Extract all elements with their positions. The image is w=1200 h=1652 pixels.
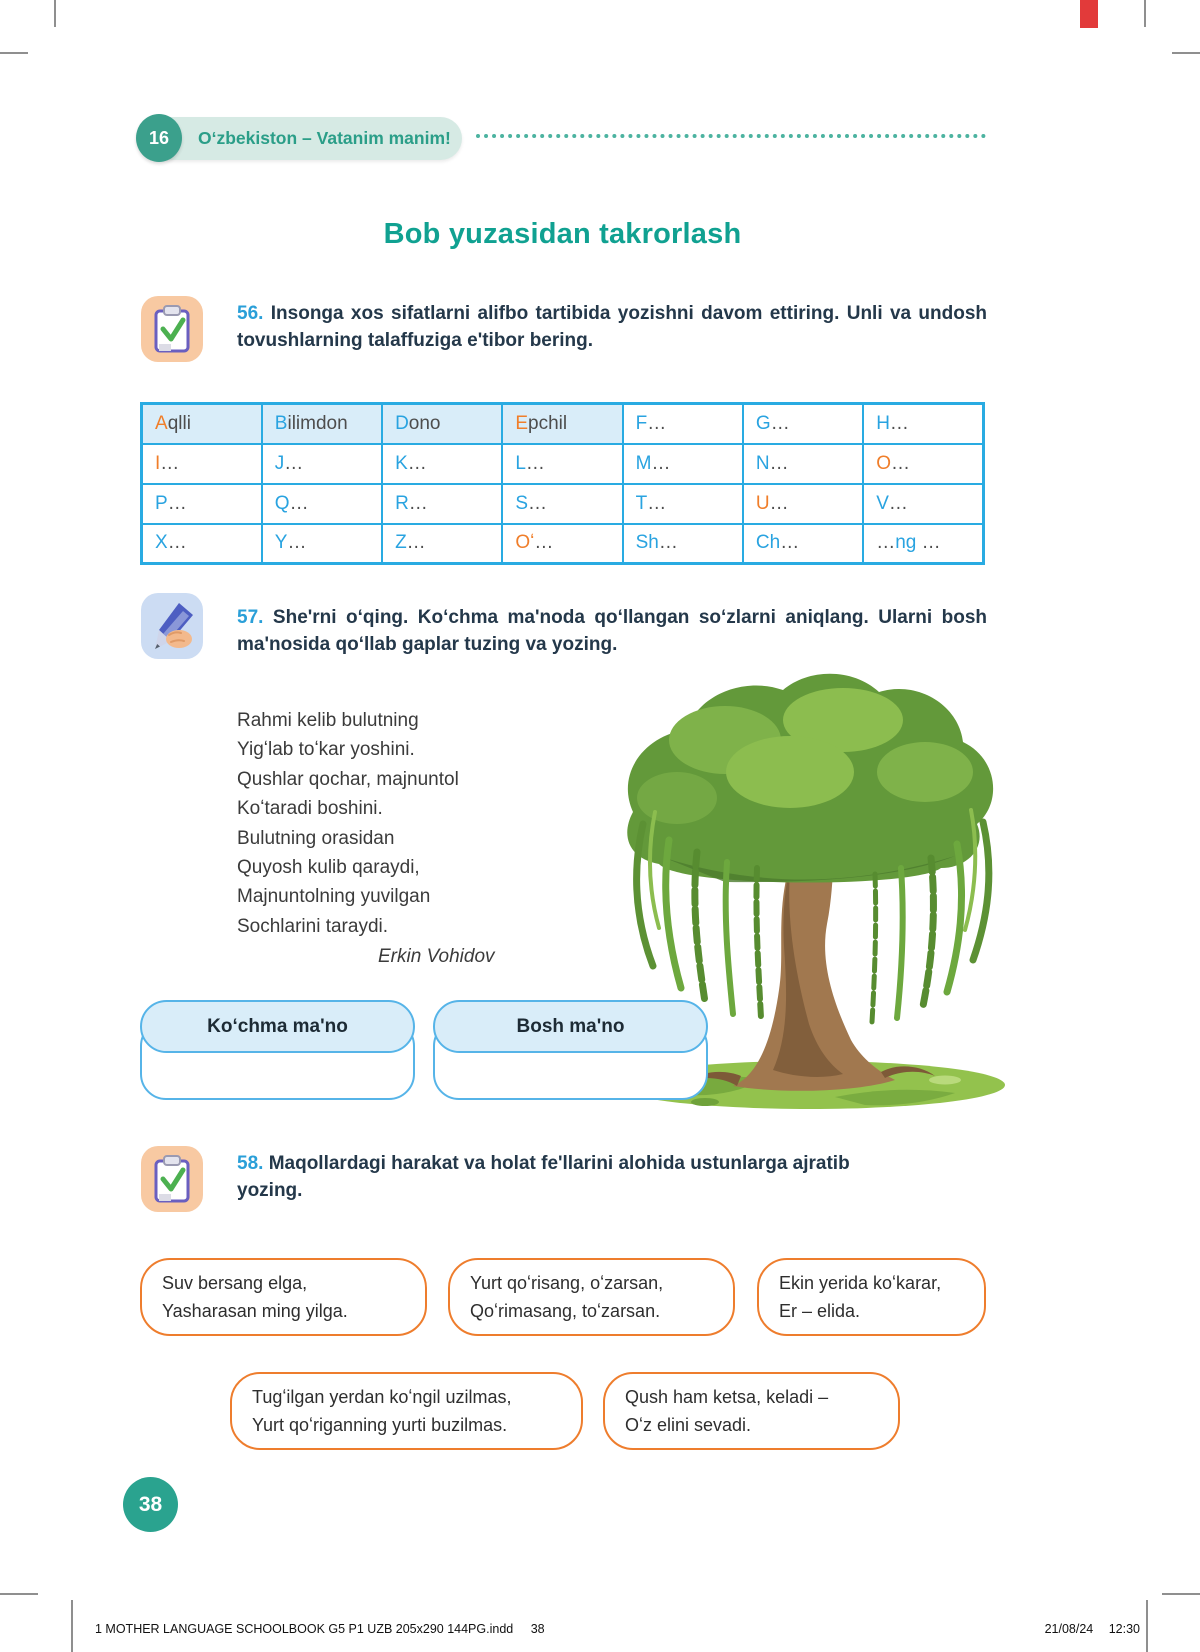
- proverb-line: Tugʻilgan yerdan koʻngil uzilmas,: [252, 1387, 512, 1407]
- footer-page-number: 38: [530, 1622, 545, 1636]
- bosh-mano-label: Bosh ma'no: [433, 1000, 708, 1053]
- footer-filename: [95, 1622, 545, 1636]
- exercise-57-instruction: [237, 604, 987, 658]
- proverb-bubble: [140, 1258, 427, 1336]
- clipboard-check-icon: [141, 1146, 203, 1212]
- table-cell: X…: [142, 524, 262, 564]
- table-cell: S…: [502, 484, 622, 524]
- footer-date: 21/08/24: [1044, 1622, 1094, 1636]
- proverb-bubble: [603, 1372, 900, 1450]
- table-cell: I…: [142, 444, 262, 484]
- table-cell: G…: [743, 404, 863, 444]
- chapter-title: Oʻzbekiston – Vatanim manim!: [198, 128, 451, 148]
- table-cell: Bilimdon: [262, 404, 382, 444]
- crop-mark: [0, 1593, 38, 1595]
- pen-writing-icon: [141, 593, 203, 659]
- exercise-58-number: 58.: [237, 1153, 264, 1174]
- exercise-56-instruction: [237, 300, 987, 354]
- proverb-line: Qoʻrimasang, toʻzarsan.: [470, 1301, 661, 1321]
- table-cell: Y…: [262, 524, 382, 564]
- table-cell: Oʻ…: [502, 524, 622, 564]
- crop-mark: [1172, 52, 1200, 54]
- table-row: [142, 404, 984, 444]
- exercise-57-text: She'rni oʻqing. Koʻchma ma'noda qoʻllangan soʻzlarni aniqlang. Ularni bosh ma'nosida qoʻllab gaplar tuzing va yozing.: [237, 607, 988, 655]
- poem-line: Rahmi kelib bulutning: [237, 710, 419, 731]
- table-cell: H…: [863, 404, 983, 444]
- table-cell: …ng …: [863, 524, 983, 564]
- table-row: [142, 484, 984, 524]
- exercise-57-number: 57.: [237, 607, 264, 628]
- table-cell: J…: [262, 444, 382, 484]
- crop-mark: [1144, 0, 1146, 27]
- table-cell: Ch…: [743, 524, 863, 564]
- poem: [237, 706, 459, 941]
- table-cell: R…: [382, 484, 502, 524]
- footer-time: 12:30: [1108, 1622, 1140, 1636]
- table-cell: N…: [743, 444, 863, 484]
- poem-line: Qushlar qochar, majnuntol: [237, 768, 459, 790]
- table-cell: Dono: [382, 404, 502, 444]
- registration-mark: [1080, 0, 1098, 28]
- table-cell: P…: [142, 484, 262, 524]
- clipboard-check-icon: [141, 296, 203, 362]
- exercise-58-text: Maqollardagi harakat va holat fe'llarini alohida ustunlarga ajratib yozing.: [237, 1153, 850, 1201]
- clipboard-check-glyph: [150, 304, 194, 354]
- kochma-mano-box: [140, 1000, 415, 1100]
- proverb-line: Ekin yerida koʻkarar,: [779, 1273, 942, 1293]
- bosh-mano-box: [433, 1000, 708, 1100]
- poem-line: Yigʻlab toʻkar yoshini.: [237, 739, 415, 761]
- alphabet-table-body: [142, 404, 984, 564]
- footer-filename-text: 1 MOTHER LANGUAGE SCHOOLBOOK G5 P1 UZB 205x290 144PG.indd: [95, 1622, 514, 1636]
- proverb-line: Yasharasan ming yilga.: [162, 1301, 348, 1321]
- table-cell: M…: [623, 444, 743, 484]
- proverb-line: Qush ham ketsa, keladi –: [625, 1387, 829, 1407]
- crop-mark: [1146, 1600, 1148, 1652]
- header-dotted-line: [476, 134, 986, 138]
- kochma-mano-label: Koʻchma ma'no: [140, 1000, 415, 1053]
- exercise-56-number: 56.: [237, 303, 264, 324]
- proverb-line: Yurt qoʻrisang, oʻzarsan,: [470, 1273, 664, 1293]
- table-cell: Epchil: [502, 404, 622, 444]
- clipboard-check-glyph: [150, 1154, 194, 1204]
- footer-timestamp: [940, 1622, 1140, 1636]
- alphabet-table: [140, 402, 985, 565]
- table-cell: T…: [623, 484, 743, 524]
- table-cell: Z…: [382, 524, 502, 564]
- crop-mark: [54, 0, 56, 27]
- proverb-line: Er – elida.: [779, 1301, 861, 1321]
- table-cell: L…: [502, 444, 622, 484]
- table-cell: Aqlli: [142, 404, 262, 444]
- chapter-number-badge: 16: [136, 114, 182, 162]
- chapter-header-pill: [150, 117, 462, 160]
- proverb-bubble: [448, 1258, 735, 1336]
- pen-writing-glyph: [149, 601, 195, 651]
- crop-mark: [71, 1600, 73, 1652]
- table-cell: Q…: [262, 484, 382, 524]
- proverb-line: Suv bersang elga,: [162, 1273, 308, 1293]
- poem-line: Bulutning orasidan: [237, 827, 395, 849]
- poem-line: Majnuntolning yuvilgan: [237, 886, 431, 908]
- proverb-bubble: [230, 1372, 583, 1450]
- poem-line: Koʻtaradi boshini.: [237, 798, 383, 820]
- table-row: [142, 524, 984, 564]
- exercise-58-instruction: [237, 1150, 897, 1204]
- proverb-bubble: [757, 1258, 986, 1336]
- table-cell: V…: [863, 484, 983, 524]
- table-cell: O…: [863, 444, 983, 484]
- poem-line: Quyosh kulib qaraydi,: [237, 857, 420, 879]
- proverb-line: Oʻz elini sevadi.: [625, 1415, 752, 1435]
- poem-line: Sochlarini taraydi.: [237, 915, 389, 937]
- proverb-line: Yurt qoʻriganning yurti buzilmas.: [252, 1415, 508, 1435]
- table-cell: U…: [743, 484, 863, 524]
- table-cell: F…: [623, 404, 743, 444]
- crop-mark: [0, 52, 28, 54]
- poem-author: Erkin Vohidov: [378, 946, 495, 967]
- exercise-56-text: Insonga xos sifatlarni alifbo tartibida yozishni davom ettiring. Unli va undosh tovushlarning talaffuziga e'tibor bering.: [237, 303, 988, 351]
- table-cell: Sh…: [623, 524, 743, 564]
- table-row: [142, 444, 984, 484]
- table-cell: K…: [382, 444, 502, 484]
- page-title: Bob yuzasidan takrorlash: [383, 218, 742, 250]
- page-number-badge: 38: [123, 1477, 178, 1532]
- crop-mark: [1162, 1593, 1200, 1595]
